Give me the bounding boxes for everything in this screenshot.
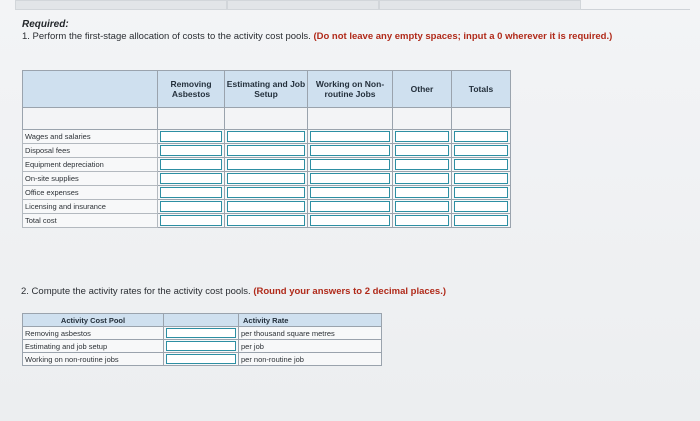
input-office-nonroutine[interactable] (310, 187, 390, 198)
rate-unit-non-routine: per non-routine job (239, 353, 382, 366)
row-label-depreciation: Equipment depreciation (23, 158, 158, 172)
input-licensing-estimating[interactable] (227, 201, 305, 212)
rate-input-non-routine[interactable] (166, 354, 236, 364)
top-toolbar (15, 0, 690, 10)
input-disposal-totals[interactable] (454, 145, 508, 156)
input-supplies-totals[interactable] (454, 173, 508, 184)
input-total-totals[interactable] (454, 215, 508, 226)
input-disposal-nonroutine[interactable] (310, 145, 390, 156)
part1-instructions (22, 31, 662, 42)
input-office-removing[interactable] (160, 187, 222, 198)
pool-label-non-routine: Working on non-routine jobs (23, 353, 164, 366)
input-supplies-nonroutine[interactable] (310, 173, 390, 184)
table-row (23, 214, 511, 228)
col-header-activity-cost-pool: Activity Cost Pool (23, 314, 164, 327)
col-header-totals: Totals (452, 71, 511, 108)
rate-unit-removing-asbestos: per thousand square metres (239, 327, 382, 340)
header-corner (23, 71, 158, 108)
table-row (23, 144, 511, 158)
toolbar-segment (379, 0, 581, 10)
table-row (23, 353, 382, 366)
col-header-rate-input (164, 314, 239, 327)
part2-text: 2. Compute the activity rates for the activity cost pools. (21, 286, 251, 297)
col-header-removing-asbestos: Removing Asbestos (158, 71, 225, 108)
input-wages-totals[interactable] (454, 131, 508, 142)
part2-instructions (21, 286, 446, 297)
table-row (23, 130, 511, 144)
pool-label-removing-asbestos: Removing asbestos (23, 327, 164, 340)
row-label-licensing: Licensing and insurance (23, 200, 158, 214)
input-wages-removing[interactable] (160, 131, 222, 142)
row-label-total-cost: Total cost (23, 214, 158, 228)
input-depreciation-nonroutine[interactable] (310, 159, 390, 170)
col-header-estimating-job-setup: Estimating and Job Setup (225, 71, 308, 108)
input-wages-estimating[interactable] (227, 131, 305, 142)
input-licensing-nonroutine[interactable] (310, 201, 390, 212)
input-total-other[interactable] (395, 215, 449, 226)
input-supplies-other[interactable] (395, 173, 449, 184)
input-supplies-removing[interactable] (160, 173, 222, 184)
rate-input-estimating[interactable] (166, 341, 236, 351)
table-row (23, 327, 382, 340)
input-total-nonroutine[interactable] (310, 215, 390, 226)
input-supplies-estimating[interactable] (227, 173, 305, 184)
rates-table (22, 313, 382, 366)
part1-note: (Do not leave any empty spaces; input a 0 wherever it is required.) (313, 31, 613, 42)
spacer-row (23, 108, 511, 130)
input-licensing-other[interactable] (395, 201, 449, 212)
required-heading: Required: (22, 19, 69, 30)
part1-text: 1. Perform the first-stage allocation of costs to the activity cost pools. (22, 31, 311, 42)
input-disposal-removing[interactable] (160, 145, 222, 156)
pool-label-estimating: Estimating and job setup (23, 340, 164, 353)
toolbar-segment (227, 0, 379, 10)
row-label-office: Office expenses (23, 186, 158, 200)
rate-unit-estimating: per job (239, 340, 382, 353)
rate-input-removing-asbestos[interactable] (166, 328, 236, 338)
input-depreciation-removing[interactable] (160, 159, 222, 170)
allocation-header-row (23, 71, 511, 108)
input-depreciation-totals[interactable] (454, 159, 508, 170)
input-depreciation-other[interactable] (395, 159, 449, 170)
table-row (23, 200, 511, 214)
input-disposal-other[interactable] (395, 145, 449, 156)
toolbar-segment (15, 0, 227, 10)
col-header-other: Other (393, 71, 452, 108)
row-label-wages: Wages and salaries (23, 130, 158, 144)
input-total-removing[interactable] (160, 215, 222, 226)
col-header-non-routine-jobs: Working on Non-routine Jobs (308, 71, 393, 108)
input-disposal-estimating[interactable] (227, 145, 305, 156)
input-wages-nonroutine[interactable] (310, 131, 390, 142)
rates-header-row (23, 314, 382, 327)
col-header-activity-rate: Activity Rate (239, 314, 382, 327)
part2-note: (Round your answers to 2 decimal places.) (253, 286, 447, 297)
input-total-estimating[interactable] (227, 215, 305, 226)
table-row (23, 158, 511, 172)
input-office-totals[interactable] (454, 187, 508, 198)
allocation-table (22, 70, 511, 228)
table-row (23, 186, 511, 200)
input-licensing-removing[interactable] (160, 201, 222, 212)
input-office-estimating[interactable] (227, 187, 305, 198)
input-office-other[interactable] (395, 187, 449, 198)
input-depreciation-estimating[interactable] (227, 159, 305, 170)
input-wages-other[interactable] (395, 131, 449, 142)
table-row (23, 172, 511, 186)
table-row (23, 340, 382, 353)
row-label-supplies: On-site supplies (23, 172, 158, 186)
input-licensing-totals[interactable] (454, 201, 508, 212)
row-label-disposal: Disposal fees (23, 144, 158, 158)
